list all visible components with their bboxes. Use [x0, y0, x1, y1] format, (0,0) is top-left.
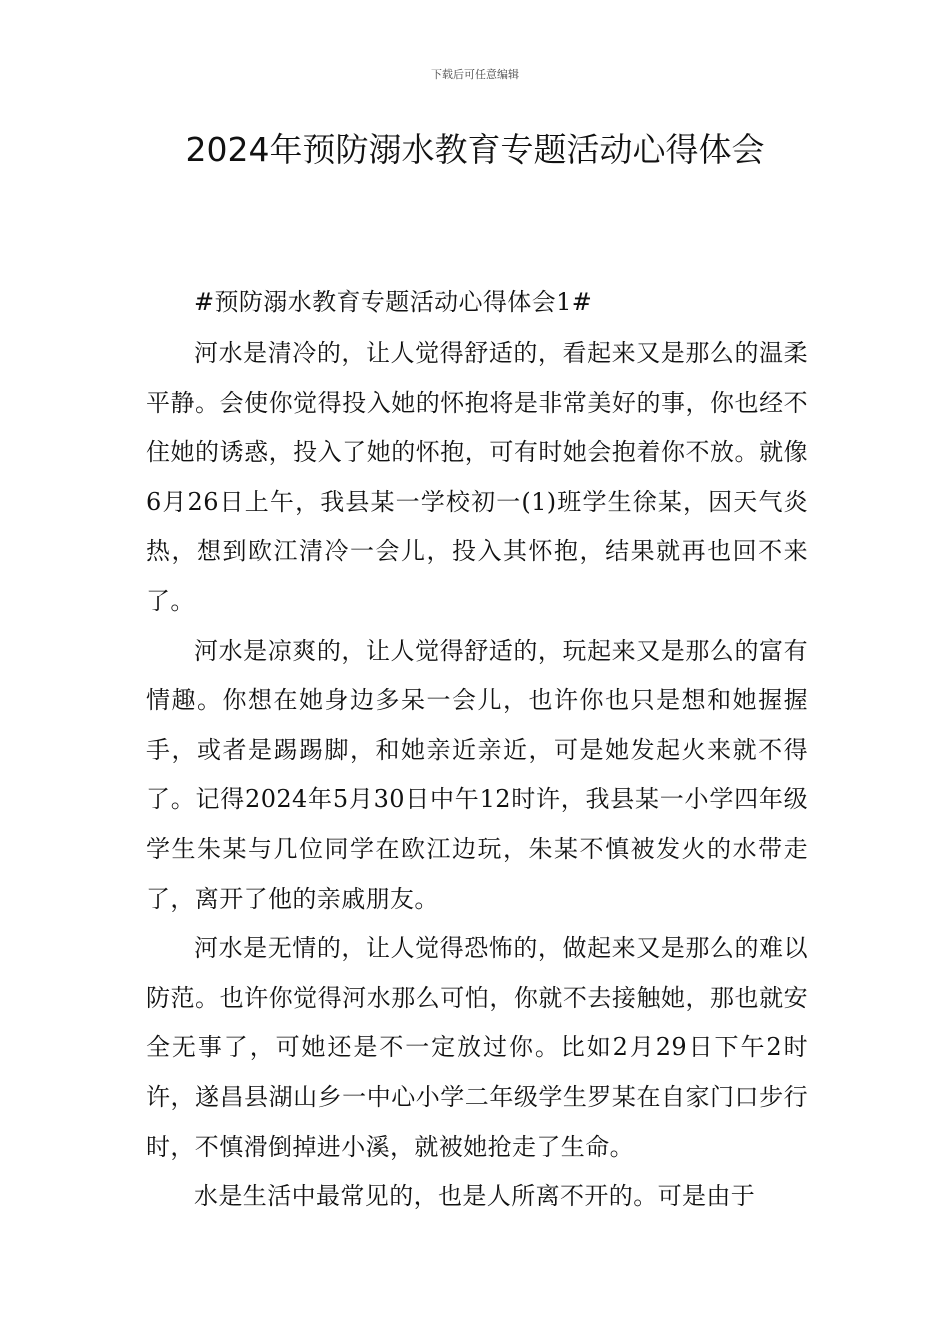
- header-note: 下载后可任意编辑: [431, 68, 519, 81]
- paragraph-1: 河水是清冷的，让人觉得舒适的，看起来又是那么的温柔平静。会使你觉得投入她的怀抱将是非常美好的事，你也经不住她的诱惑，投入了她的怀抱，可有时她会抱着你不放。就像6月26日上午，我县某一学校初一(1)班学生徐某，因天气炎热，想到欧江清冷一会儿，投入其怀抱，结果就再也回不来了。: [146, 339, 808, 615]
- paragraph-3: 河水是无情的，让人觉得恐怖的，做起来又是那么的难以防范。也许你觉得河水那么可怕，你就不去接触她，那也就安全无事了，可她还是不一定放过你。比如2月29日下午2时许，遂昌县湖山乡一中心小学二年级学生罗某在自家门口步行时，不慎滑倒掉进小溪，就被她抢走了生命。: [146, 934, 808, 1161]
- document-body: [146, 280, 808, 1222]
- document-title: 2024年预防溺水教育专题活动心得体会: [185, 130, 765, 169]
- section-heading: #预防溺水教育专题活动心得体会1#: [194, 288, 593, 316]
- paragraph-4: 水是生活中最常见的，也是人所离不开的。可是由于: [194, 1182, 756, 1211]
- paragraph-2: 河水是凉爽的，让人觉得舒适的，玩起来又是那么的富有情趣。你想在她身边多呆一会儿，也许你也只是想和她握握手，或者是踢踢脚，和她亲近亲近，可是她发起火来就不得了。记得2024年5月30日中午12时许，我县某一小学四年级学生朱某与几位同学在欧江边玩，朱某不慎被发火的水带走了，离开了他的亲戚朋友。: [146, 636, 808, 913]
